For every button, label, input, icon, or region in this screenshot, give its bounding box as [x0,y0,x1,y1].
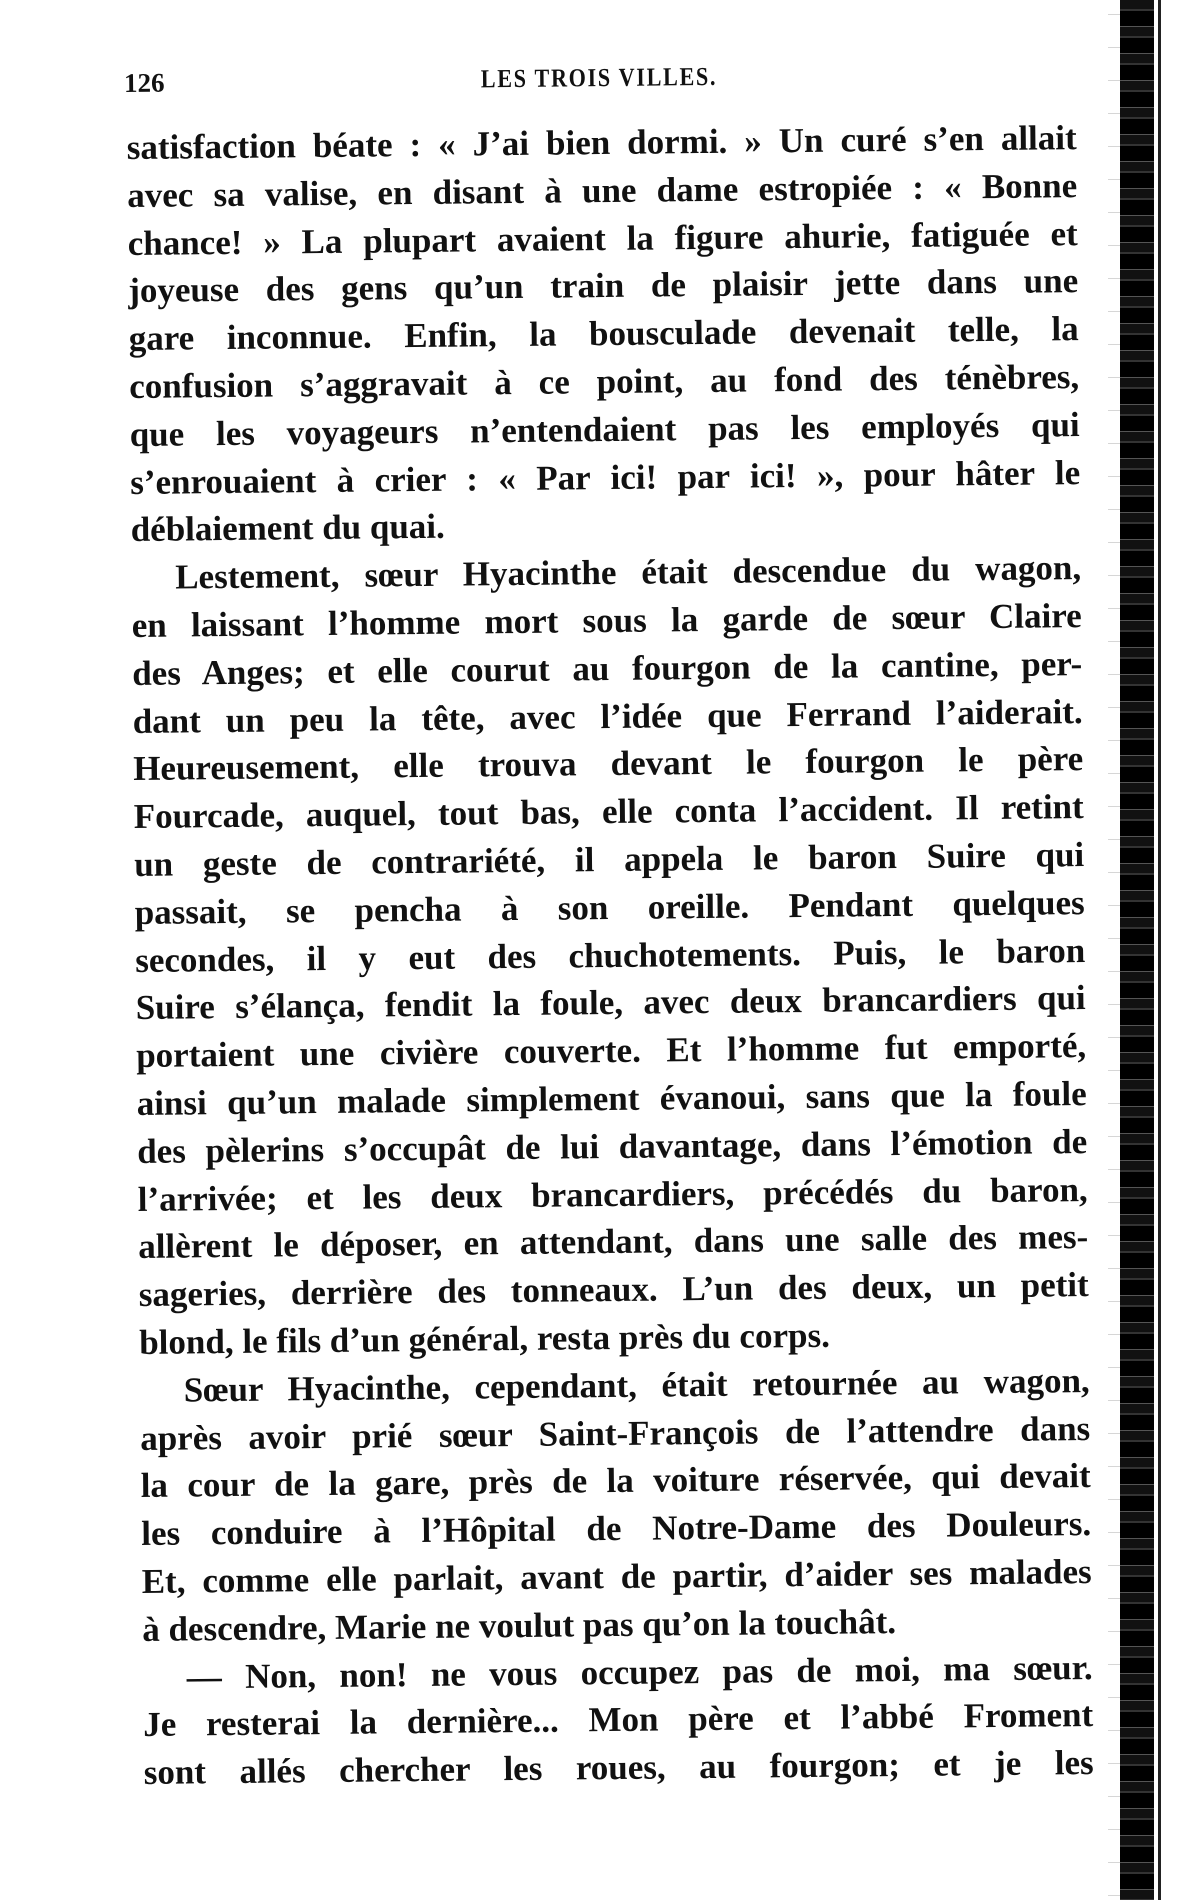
text-line: secondes, il y eut des chuchotements. Puis, le baron [135,930,1086,980]
text-line: gare inconnue. Enfin, la bousculade devenait telle, la [128,309,1079,359]
text-line: des pèlerins s’occupât de lui davantage, dans l’émotion de [137,1121,1088,1171]
text-line: allèrent le déposer, en attendant, dans une salle des mes- [138,1217,1089,1267]
paragraph [139,1357,1092,1654]
text-line: passait, se pencha à son oreille. Pendant quelques [134,882,1085,932]
text-line: portaient une civière couverte. Et l’homme fut emporté, [136,1026,1087,1076]
page-number: 126 [123,67,165,99]
running-title: LES TROIS VILLES. [480,61,718,94]
text-line: les conduire à l’Hôpital de Notre-Dame des Douleurs. [141,1504,1092,1554]
text-line: en laissant l’homme mort sous la garde de sœur Claire [131,596,1082,645]
text-line: à descendre, Marie ne voulut pas qu’on la touchât. [142,1601,897,1649]
text-line: avec sa valise, en disant à une dame estropiée : « Bonne [127,165,1078,215]
text-line: Lestement, sœur Hyacinthe était descendue du wagon, [175,548,1082,597]
text-line: confusion s’aggravait à ce point, au fond des ténèbres, [129,357,1080,407]
text-line: — Non, non! ne vous occupez pas de moi, ma sœur. [186,1647,1093,1696]
paragraph [131,544,1089,1366]
text-line: Fourcade, auquel, tout bas, elle conta l’accident. Il retint [133,787,1084,837]
text-line: déblaiement du quai. [130,507,446,550]
text-line: Sœur Hyacinthe, cependant, était retournée au wagon, [183,1360,1090,1410]
text-line: Heureusement, elle trouva devant le fourgon le père [133,739,1084,789]
text-line: sageries, derrière des tonneaux. L’un des deux, un petit [138,1265,1089,1315]
text-line: satisfaction béate : « J’ai bien dormi. » Un curé s’en allait [126,118,1077,168]
text-line: s’enrouaient à crier : « Par ici! par ici! », pour hâter le [130,452,1081,502]
scan-edge-noise [1108,0,1120,1900]
text-line: après avoir prié sœur Saint-François de l’attendre dans [140,1408,1091,1458]
paragraph [142,1644,1093,1797]
text-line: la cour de la gare, près de la voiture réservée, qui devait [140,1456,1091,1506]
scan-edge-bar [1120,0,1154,1900]
body-text [126,114,1093,1797]
text-line: sont allés chercher les roues, au fourgon; et je les [143,1743,1094,1793]
text-line: ainsi qu’un malade simplement évanoui, sans que la foule [136,1073,1087,1123]
page-header [124,58,1074,108]
text-line: Suire s’élança, fendit la foule, avec deux brancardiers qui [135,978,1086,1028]
text-line: chance! » La plupart avaient la figure ahurie, fatiguée et [127,213,1078,263]
text-line: blond, le fils d’un général, resta près du corps. [139,1315,831,1362]
text-line: Je resterai la dernière... Mon père et l’abbé Froment [143,1695,1094,1745]
text-line: joyeuse des gens qu’un train de plaisir jette dans une [128,261,1079,311]
text-line: un geste de contrariété, il appela le baron Suire qui [134,835,1085,884]
paragraph [126,114,1080,554]
text-line: des Anges; et elle courut au fourgon de la cantine, per- [132,643,1083,693]
text-line: Et, comme elle parlait, avant de partir, d’aider ses malades [141,1551,1092,1601]
text-line: dant un peu la tête, avec l’idée que Ferrand l’aiderait. [132,691,1083,741]
scan-edge-line [1158,0,1161,1900]
text-line: l’arrivée; et les deux brancardiers, précédés du baron, [137,1169,1088,1219]
text-line: que les voyageurs n’entendaient pas les employés qui [129,404,1080,454]
